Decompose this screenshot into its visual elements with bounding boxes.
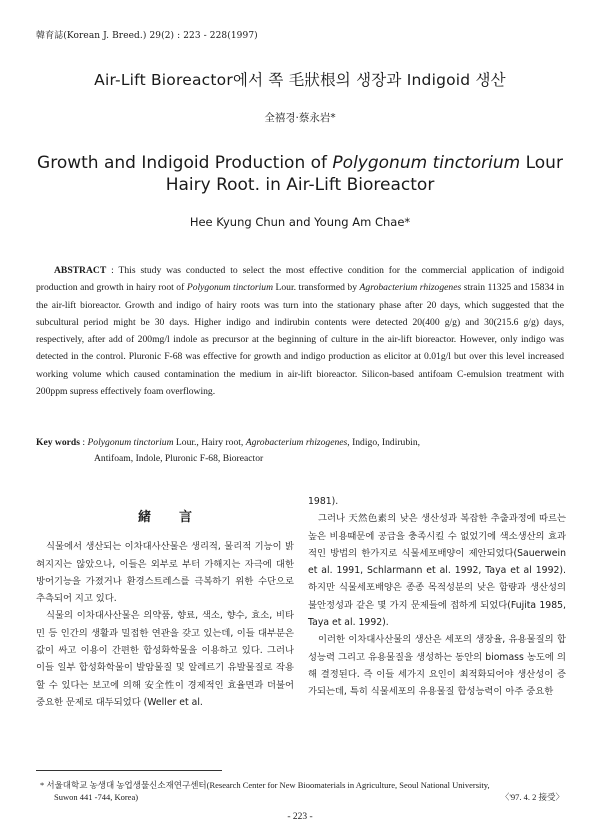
abstract: ABSTRACT : This study was conducted to select the most effective condition for the commercial application of indigoid production and growth in hairy root of Polygonum tinctorium Lour. transformed by Agrobacterium rhizogenes strain 11325 and 15834 in the air-lift bioreactor. Growth and indigo of hairy roots was turn into the stationary phase after 20 days, which suggested that the subcultural period might be 30 days. Higher indigo and indirubin contents were detected 20(400 g/g) and 30(215.6 g/g) days, respectively, after add of 200mg/l indole as precursor at the beginning of culture in the air-lift bioreactor. However, only indigo was detected in the control. Pluronic F-68 was effective for growth and indigo production as elicitor at 0.01g/l but over this level increased working volume which caused contamination the medium in air-lift bioreactor. Silicon-based antifoam C-emulsion treatment with 200ppm supress effectively foam overflowing.: [36, 265, 565, 398]
journal-reference: 韓育誌(Korean J. Breed.) 29(2) : 223 - 228(1997): [36, 31, 258, 41]
korean-authors: 全禧경·蔡永岩*: [264, 112, 336, 124]
footnote-line-1: * 서울대학교 농생대 농업생물신소재연구센터(Research Center for New Bioomaterials in Agriculture, Seoul National University,: [40, 780, 490, 790]
page-number: - 223 -: [287, 812, 313, 822]
left-column: [36, 493, 294, 711]
received-date: 〈'97. 4. 2 接受〉: [500, 792, 564, 802]
intro-paragraph-continued: 1981).: [308, 496, 339, 507]
english-authors: Hee Kyung Chun and Young Am Chae*: [189, 215, 411, 229]
english-title-line-1: Growth and Indigoid Production of Polygonum tinctorium Lour: [37, 153, 563, 173]
right-column: [308, 493, 566, 701]
abstract-species-1: Polygonum tinctorium: [186, 282, 274, 294]
footnote-divider: [36, 770, 222, 771]
intro-paragraph-4: 이러한 이차대사산물의 생산은 세포의 생장율, 유용물질의 합성능력 그리고 유용물질을 생성하는 동안의 biomass 농도에 의해 결정된다. 즉 이들 세가지 요인이 최적화되어야 생산성이 증가되는데, 특히 식물세포의 유용물질 합성능력이 아주 중요한: [308, 634, 566, 698]
intro-paragraph-3: 그러나 天然色素의 낮은 생산성과 복잡한 추출과정에 따르는 높은 비용때문에 공급을 충족시킬 수 없었기에 색소생산의 효과적인 방법의 한가지로 식물세포배양이 제안되었다(Sauerwein et al. 1991, Schlarmann et al. 1992, Taya et al 1992). 하지만 식물세포배양은 종종 목적성분의 낮은 함량과 생산성의 불안정성과 같은 몇 가지 문제들에 접하게 되었다(Fujita 1985, Taya et al. 1992).: [308, 513, 566, 629]
species-name: Polygonum tinctorium: [332, 153, 521, 173]
intro-paragraph-2: 식물의 이차대사산물은 의약품, 향료, 색소, 향수, 효소, 비타민 등 인간의 생활과 밀접한 연관을 갖고 있는데, 이들 대부분은 값이 싸고 이용이 간편한 합성화학물을 이용하고 있다. 그러나 이들 일부 합성화학물이 발암물질 및 알레르기 유발물질로 작용할 수 있다는 보고에 의해 安全性이 경제적인 효율면과 더불어 중요한 문제로 대두되었다 (Weller et al.: [36, 610, 294, 708]
section-heading: 緒言: [137, 510, 220, 525]
abstract-species-2: Agrobacterium rhizogenes: [359, 282, 462, 294]
footnote: [40, 779, 564, 803]
keywords-line-1: Key words : Polygonum tinctorium Lour., Hairy root, Agrobacterium rhizogenes, Indigo, Indirubin,: [36, 437, 421, 448]
abstract-label: ABSTRACT: [54, 265, 107, 276]
keywords-label: Key words: [36, 437, 80, 448]
keywords: [36, 435, 564, 467]
footnote-line-2: [40, 791, 564, 803]
keywords-line-2: Antifoam, Indole, Pluronic F-68, Bioreactor: [94, 453, 264, 464]
intro-paragraph-1: 식물에서 생산되는 이차대사산물은 생리적, 물리적 기능이 밝혀지지는 않았으나, 이들은 외부로 부터 가해지는 자극에 대한 방어기능을 가졌거나 환경스트레스를 극복하기 위한 수단으로 추측되어 지고 있다.: [36, 541, 294, 605]
footnote-address: Suwon 441 -744, Korea): [54, 792, 139, 802]
english-title: [0, 152, 600, 196]
english-title-line-2: Hairy Root. in Air-Lift Bioreactor: [165, 175, 435, 195]
korean-title: Air-Lift Bioreactor에서 쪽 毛狀根의 생장과 Indigoid 생산: [94, 71, 506, 89]
